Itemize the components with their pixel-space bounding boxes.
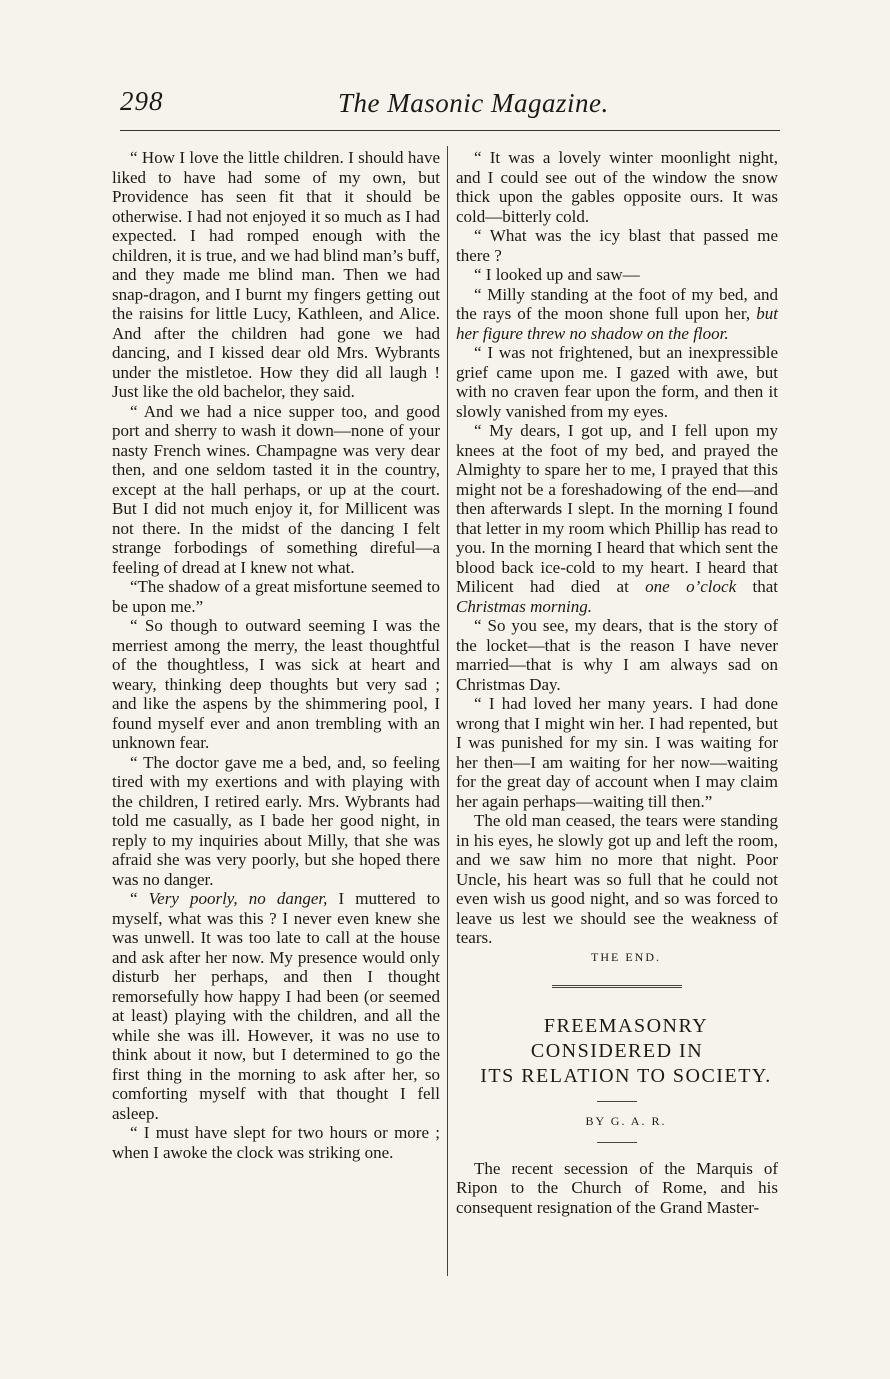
paragraph-open: “: [130, 889, 149, 908]
header-rule: [120, 130, 780, 131]
paragraph: “ What was the icy blast that passed me there ?: [456, 226, 778, 265]
paragraph: “ I must have slept for two hours or more ; when I awoke the clock was striking one.: [112, 1123, 440, 1162]
right-column: [456, 148, 778, 1217]
article-title-line-2: ITS RELATION TO SOCIETY.: [480, 1065, 772, 1087]
article-opening-paragraph: The recent secession of the Marquis of Ripon to the Church of Rome, and his consequent resignation of the Grand Master-: [456, 1158, 778, 1217]
column-divider: [447, 146, 448, 1276]
italic-phrase: but her figure threw no shadow on the floor.: [456, 304, 778, 343]
paragraph-rest: I muttered to myself, what was this ? I never even knew she was unwell. It was too late to call at the house and ask after her now. My presence would only disturb her perhaps, and then I thought remorsefully how happy I had been (or seemed at least) playing with the children, and all the while she was ill. However, it was no use to think about it now, but I determined to go the first thing in the morning to ask after her, so comforting myself with that thought I fell asleep.: [112, 889, 440, 1123]
paragraph: The old man ceased, the tears were standing in his eyes, he slowly got up and left the room, and we saw him no more that night. Poor Uncle, his heart was so full that he could not even wish us good night, and so was forced to leave us lest we should see the weakness of tears.: [456, 811, 778, 947]
paragraph: “ I looked up and saw—: [474, 265, 640, 284]
paragraph: “ The doctor gave me a bed, and, so feeling tired with my exertions and with playing with the children, I retired early. Mrs. Wybrants had told me casually, as I bade her good night, in reply to my inquiries about Milly, that she was afraid she was very poorly, but she hoped there was no danger.: [112, 752, 440, 889]
paragraph: “ How I love the little children. I should have liked to have had some of my own, but Providence has seen fit that it should be otherwise. I had not enjoyed it so much as I had expected. I had romped enough with the children, it is true, and we had blind man’s buff, and they made me blind man. Then we had snap-dragon, and I burnt my fingers getting out the raisins for little Lucy, Kathleen, and Alice. And after the children had gone we had dancing, and I kissed dear old Mrs. Wybrants under the mistletoe. How they did all laugh ! Just like the old bachelor, they said.: [112, 148, 440, 401]
left-column: [112, 148, 440, 1162]
paragraph: [456, 421, 778, 616]
paragraph: [112, 889, 440, 1123]
byline-rule: [597, 1142, 637, 1143]
paragraph-text: “ My dears, I got up, and I fell upon my knees at the foot of my bed, and prayed the Almighty to spare her to me, I prayed that this might not be a foreshadowing of the end—and then afterwards I slept. In the morning I found that letter in my room which Phillip has read to you. In the morning I heard that which sent the blood back ice-cold to my heart. I heard that Milicent had died at: [456, 421, 778, 596]
byline: BY G. A. R.: [585, 1114, 667, 1128]
paragraph: “ So you see, my dears, that is the story of the locket—that is the reason I have never married—that is why I am always sad on Christmas Day.: [456, 616, 778, 694]
paragraph-text: “ Milly standing at the foot of my bed, and the rays of the moon shone full upon her,: [456, 284, 778, 323]
paragraph: “ It was a lovely winter moonlight night, and I could see out of the window the snow thick upon the gables opposite ours. It was cold—bitterly cold.: [456, 148, 778, 226]
paragraph-text: that: [736, 577, 778, 596]
page-number: 298: [120, 86, 164, 116]
paragraph: “ And we had a nice supper too, and good port and sherry to wash it down—none of your nasty French wines. Champagne was very dear then, and one seldom tasted it in the country, except at the hall perhaps, or up at the court. But I did not much enjoy it, for Millicent was not there. In the midst of the dancing I felt strange forbodings of something direful—a feeling of dread at I knew not what.: [112, 401, 440, 577]
running-title: The Masonic Magazine.: [338, 88, 609, 118]
paragraph: “The shadow of a great misfortune seemed to be upon me.”: [112, 577, 440, 616]
ornamental-divider: [552, 985, 682, 998]
paragraph: “ I had loved her many years. I had done wrong that I might win her. I had repented, but I was punished for my sin. I was waiting for her then—I am waiting for her now—waiting for the great day of account when I may claim her again perhaps—waiting till then.”: [456, 694, 778, 811]
italic-phrase: one o’clock: [645, 577, 737, 596]
paragraph: “ I was not frightened, but an inexpressible grief came upon me. I gazed with awe, but with no craven fear upon the form, and then it slowly vanished from my eyes.: [456, 343, 778, 421]
page-header: [120, 80, 780, 120]
italic-phrase: Very poorly, no danger,: [148, 889, 328, 908]
the-end-label: THE END.: [591, 949, 661, 964]
paragraph: [456, 285, 778, 344]
paragraph: “ So though to outward seeming I was the merriest among the merry, the least thoughtful of the thoughtless, I was sick at heart and weary, thinking deep thoughts but very sad ; and like the aspens by the shimmering pool, I found myself ever and anon trembling with an unknown fear.: [112, 616, 440, 752]
italic-phrase: Christmas morning.: [456, 596, 593, 616]
article-title-line-1: FREEMASONRY CONSIDERED IN: [530, 1015, 709, 1062]
title-rule: [597, 1101, 637, 1102]
